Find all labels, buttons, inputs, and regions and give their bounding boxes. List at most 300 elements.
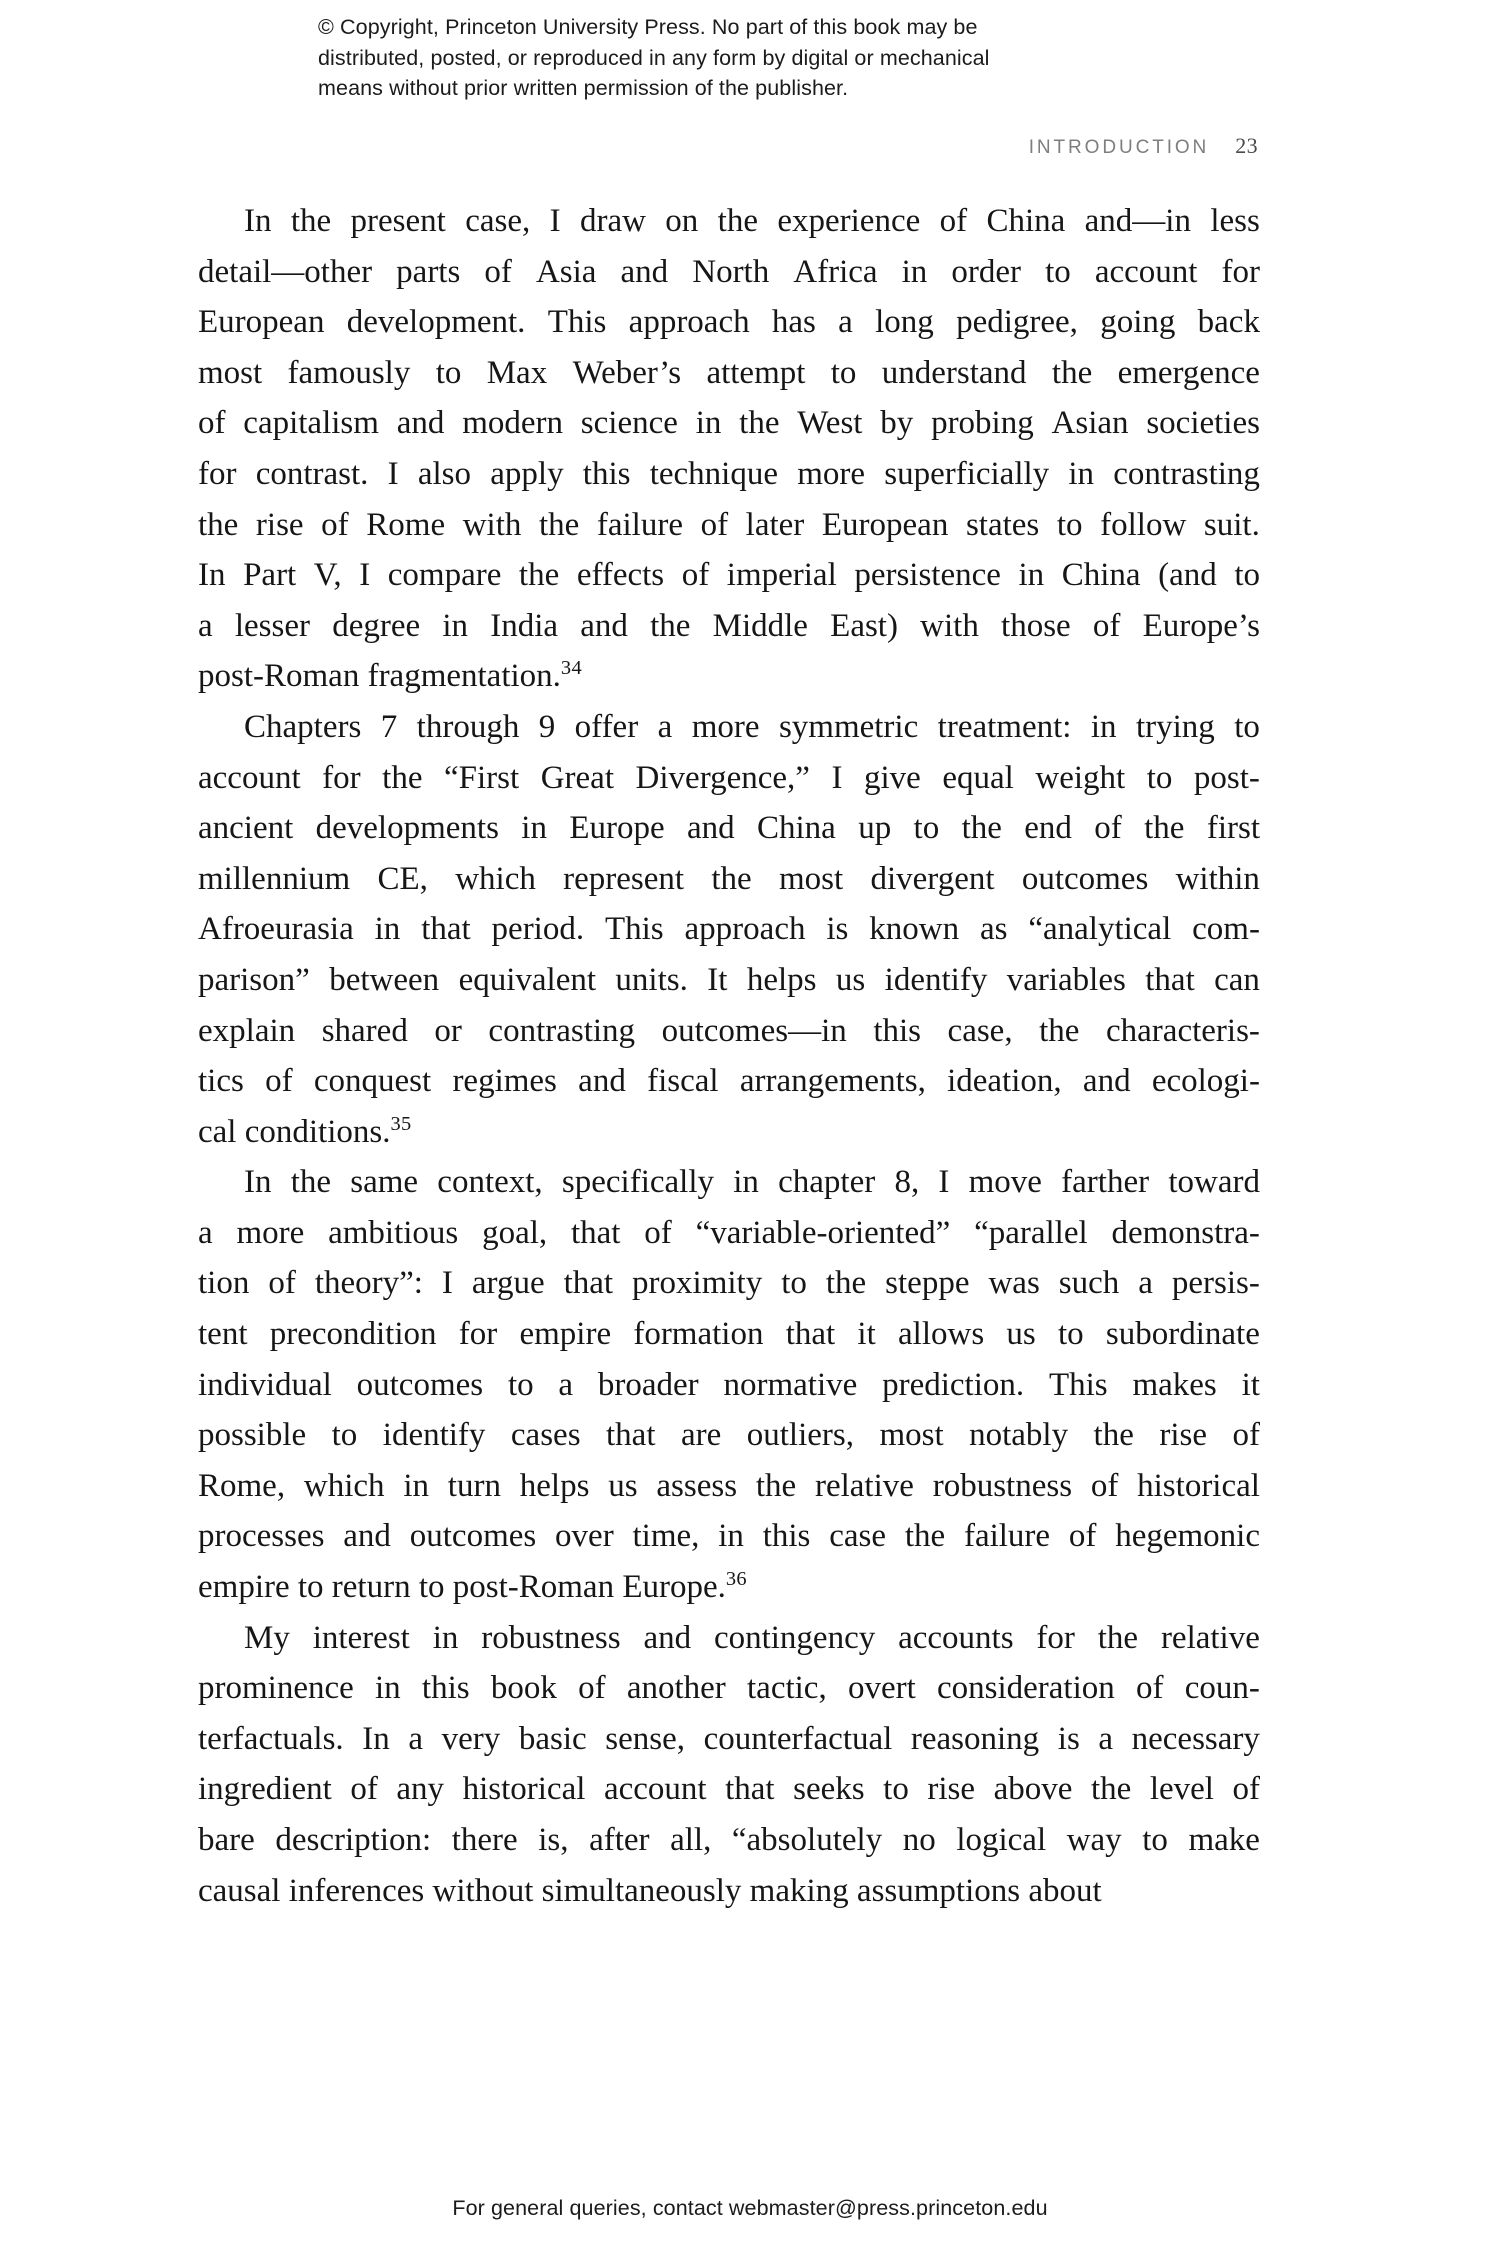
word: a [408,1720,424,1757]
copyright-notice [318,12,1158,104]
text-line [198,702,1260,753]
word: weight [1035,759,1126,796]
word: that [785,1316,836,1353]
word: in [374,911,401,948]
word: This [604,911,664,948]
word: variables [1006,961,1126,998]
word: (and [1158,557,1217,594]
word: is [826,911,849,948]
word: the [382,759,423,796]
word: goal, [482,1214,548,1251]
word: is, [538,1822,569,1858]
word: post- [1193,759,1260,796]
word: all, [670,1822,712,1858]
word: tactic, [747,1670,827,1707]
word: consideration [936,1670,1115,1707]
word: tion [198,1265,250,1302]
word: arrangements, [739,1063,926,1100]
word: In [244,203,272,239]
word: up [858,810,892,847]
word: I [831,759,843,796]
word: helps [746,961,817,998]
word: very [441,1720,501,1757]
word: of [198,405,226,442]
word: contrasting [488,1012,636,1049]
word: millennium [198,860,351,897]
footnote-marker[interactable]: 36 [725,1568,747,1591]
word: to [1234,557,1260,594]
word: com- [1192,911,1260,948]
word: to [1146,759,1173,796]
word: possible [198,1417,307,1454]
text-line [198,1461,1260,1512]
word: above [993,1771,1073,1808]
word: parts [396,253,461,290]
word: Asian [1051,405,1129,442]
word: of [700,506,729,543]
word: persis- [1171,1265,1260,1302]
word: and [396,405,445,442]
word: description: [275,1822,432,1858]
word: superficially [884,455,1050,492]
word: by [880,405,914,442]
word: and—in [1084,203,1191,239]
word: that [563,1265,614,1302]
text-line [198,550,1260,601]
word: East) [830,607,898,644]
word: normative [723,1366,858,1403]
word: in [733,1164,759,1201]
word: overt [847,1670,916,1707]
text-line [198,1309,1260,1360]
word: Asia [535,253,597,290]
word: rise [927,1771,976,1808]
word: more [797,455,866,492]
word: those [1001,607,1071,644]
word: formation [633,1316,764,1353]
word: that [1145,961,1195,998]
word: to [331,1417,358,1454]
text-line [198,803,1260,854]
word: most [879,1417,944,1454]
word: of [681,557,710,594]
word: for [198,455,237,492]
text-line [198,1815,1260,1866]
word: on [665,203,699,239]
word: Afroeurasia [198,911,354,948]
word: more [691,708,760,745]
word: over [555,1518,614,1555]
word: hegemonic [1115,1518,1260,1555]
paragraph [198,1613,1260,1917]
word: the [1051,354,1093,391]
word: most [198,354,263,391]
word: the [961,810,1002,847]
word: this [762,1518,811,1555]
word: cases [510,1417,581,1454]
word: “absolutely [731,1822,883,1858]
footnote-marker[interactable]: 34 [560,657,582,680]
word: processes [198,1518,325,1555]
text-line [198,247,1260,298]
word: Middle [712,607,808,644]
word: apply [490,455,564,492]
word: to [830,354,857,391]
running-head-title: INTRODUCTION [1028,137,1210,158]
word: outcomes [409,1518,537,1555]
word: Africa [793,253,878,290]
word: farther [1061,1164,1150,1201]
footer-queries-line: For general queries, contact webmaster@press.princeton.edu [452,2196,1048,2220]
word: represent [563,860,685,897]
word: V, [313,557,342,594]
word: a [198,1214,213,1251]
word: assess [656,1467,738,1504]
word: the [198,506,239,543]
word: the [518,557,560,594]
word: back [1197,304,1260,341]
word: robustness [932,1467,1073,1504]
page-number: 23 [1235,133,1258,158]
word: Weber’s [572,354,682,391]
word: theory”: [314,1265,423,1302]
text-line [198,1410,1260,1461]
word: symmetric [778,708,919,745]
word: ideation, [947,1063,1062,1100]
word: I [938,1164,950,1201]
word: 7 [380,708,398,745]
word: fiscal [647,1063,719,1100]
text-line: causal inferences without simultaneously making assumptions about [198,1872,1102,1909]
word: China [986,203,1066,239]
word: experience [777,203,921,239]
word: equivalent [458,961,597,998]
word: treatment: [937,708,1072,745]
word: steppe [885,1265,970,1302]
word: the [739,405,780,442]
word: approach [628,304,750,341]
word: lesser [234,607,310,644]
word: and [1082,1063,1131,1100]
word: to [781,1265,807,1302]
word: this [421,1670,470,1707]
word: conquest [313,1063,432,1100]
word: draw [579,203,646,239]
word: failure [963,1518,1051,1555]
copyright-line: distributed, posted, or reproduced in any form by digital or mechanical [318,45,990,70]
word: the [1097,1619,1139,1656]
word: less [1210,203,1260,239]
word: of [1232,1417,1260,1454]
word: of [1136,1670,1164,1707]
word: “First [444,759,520,796]
word: of [1232,1771,1260,1808]
word: argue [471,1265,545,1302]
word: the [1144,810,1185,847]
word: in [521,810,547,847]
word: in [901,253,928,290]
word: in [718,1518,744,1555]
word: In [362,1720,390,1757]
word: any [396,1771,445,1808]
word: to [435,354,462,391]
word: known [869,911,960,948]
word: to [913,810,940,847]
word: which [303,1467,385,1504]
word: to [507,1366,534,1403]
word: this [873,1012,921,1049]
word: prominence [198,1670,354,1707]
word: end [1024,810,1072,847]
word: account [603,1771,707,1808]
word: time, [632,1518,700,1555]
word: 8, [894,1164,920,1201]
word: ingredient [198,1771,332,1808]
word: precondition [269,1316,437,1353]
word: CE, [377,860,428,897]
word: tics [198,1063,244,1100]
word: outcomes [1021,860,1149,897]
word: way [1066,1822,1122,1858]
word: development. [346,304,526,341]
word: which [455,860,536,897]
word: the [904,1518,946,1555]
word: notably [969,1417,1069,1454]
word: ancient [198,810,294,847]
copyright-line: means without prior written permission of the publisher. [318,76,849,100]
word: a [558,1366,574,1403]
word: the [290,1164,332,1201]
word: or [434,1012,462,1049]
word: with [920,607,979,644]
word: another [626,1670,726,1707]
word: to [883,1771,909,1808]
word: of [1094,810,1122,847]
word: for [458,1316,498,1353]
word: of [484,253,512,290]
word: case, [465,203,531,239]
word: outcomes [356,1366,484,1403]
word: approach [684,911,806,948]
word: also [417,455,472,492]
word: of [350,1771,378,1808]
word: allows [898,1316,985,1353]
word: emergence [1117,354,1260,391]
word: empire [519,1316,612,1353]
text-line [198,196,1260,247]
word: counterfactual [703,1720,893,1757]
word: that [606,1417,656,1454]
word: within [1175,860,1260,897]
text-line [198,1764,1260,1815]
word: identify [382,1417,486,1454]
word: of [268,1265,296,1302]
word: and [643,1619,692,1656]
word: and [620,253,669,290]
word: in [1068,455,1095,492]
word: European [821,506,949,543]
word: that [725,1771,775,1808]
text-line [198,1258,1260,1309]
word: contrast. [255,455,369,492]
word: famously [287,354,411,391]
word: 9 [538,708,556,745]
word: I [549,203,561,239]
word: trying [1135,708,1215,745]
word: of [644,1214,672,1251]
word: to [1045,253,1071,290]
text-line [198,601,1260,652]
footnote-marker[interactable]: 35 [390,1112,412,1135]
text-line [198,1714,1260,1765]
word: it [1241,1366,1260,1403]
text-line [198,955,1260,1006]
word: offer [574,708,639,745]
word: Chapters [244,708,362,745]
word: demonstra- [1111,1214,1260,1251]
word: in [403,1467,429,1504]
paragraph [198,702,1260,1157]
word: specifically [561,1164,714,1201]
word: a [838,304,853,341]
word: capitalism [243,405,379,442]
word: seeks [793,1771,865,1808]
word: was [988,1265,1040,1302]
word: the [755,1467,797,1504]
word: in [695,405,722,442]
word: Divergence,” [635,759,810,796]
word: Max [486,354,548,391]
word: modern [462,405,563,442]
word: can [1214,961,1260,998]
word: regimes [452,1063,557,1100]
word: such [1058,1265,1120,1302]
word: I [359,557,371,594]
word: science [580,405,678,442]
word: units. [615,961,688,998]
word: for [322,759,361,796]
word: the [650,607,691,644]
word: in [1090,708,1117,745]
word: the [1093,1417,1134,1454]
word: imperial [726,557,837,594]
word: India [490,607,559,644]
word: context, [437,1164,543,1201]
word: give [864,759,921,796]
word: It [707,961,728,998]
word: of [1090,1467,1119,1504]
word: to [1057,1316,1084,1353]
word: proximity [632,1265,763,1302]
word: the [290,203,332,239]
word: Rome, [198,1467,286,1504]
body-text [198,196,1260,1916]
word: divergent [870,860,995,897]
word: with [462,506,522,543]
word: to [1056,506,1083,543]
word: order [951,253,1022,290]
word: helps [519,1467,590,1504]
word: I [441,1265,453,1302]
text-line [198,753,1260,804]
word: robustness [481,1619,621,1656]
word: terfactuals. [198,1720,344,1757]
text-line [198,1208,1260,1259]
word: it [857,1316,876,1353]
word: logical [956,1822,1047,1858]
word: no [902,1822,936,1858]
word: parison” [198,961,310,998]
word: North [692,253,770,290]
word: outliers, [746,1417,854,1454]
word: account [198,759,301,796]
word: outcomes—in [661,1012,847,1049]
word: after [589,1822,650,1858]
word: more [236,1214,305,1251]
word: bare [198,1822,255,1858]
word: In [198,557,226,594]
word: of [578,1670,606,1707]
word: China [1061,557,1141,594]
word: case, [947,1012,1013,1049]
word: shared [321,1012,408,1049]
text-line [198,1360,1260,1411]
word: the [717,203,758,239]
word: in [442,607,469,644]
word: “parallel [974,1214,1088,1251]
word: the [1039,1012,1080,1049]
word: characteris- [1106,1012,1260,1049]
text-line [198,449,1260,500]
word: same [350,1164,419,1201]
word: between [329,961,440,998]
word: chapter [778,1164,876,1201]
word: going [1100,304,1176,341]
word: the [711,860,752,897]
word: a [1138,1265,1153,1302]
word: for [1221,253,1260,290]
word: rise [1159,1417,1207,1454]
word: technique [649,455,778,492]
word: and [343,1518,391,1555]
word: necessary [1131,1720,1260,1757]
word: In [244,1164,272,1201]
word: historical [462,1771,586,1808]
word: most [779,860,844,897]
word: subordinate [1105,1316,1260,1353]
paragraph [198,196,1260,702]
word: in [1018,557,1045,594]
word: pedigree, [956,304,1078,341]
running-head [1029,133,1258,159]
word: a [198,607,213,644]
word: relative [814,1467,914,1504]
word: follow [1100,506,1187,543]
text-line [198,854,1260,905]
word: is [1057,1720,1080,1757]
word: probing [931,405,1034,442]
word: effects [576,557,665,594]
word: equal [942,759,1014,796]
word: failure [596,506,683,543]
word: toward [1168,1164,1260,1201]
word: long [875,304,934,341]
text-line [198,1056,1260,1107]
word: societies [1146,405,1260,442]
word: the [1090,1771,1132,1808]
word: move [968,1164,1042,1201]
word: the [825,1265,867,1302]
